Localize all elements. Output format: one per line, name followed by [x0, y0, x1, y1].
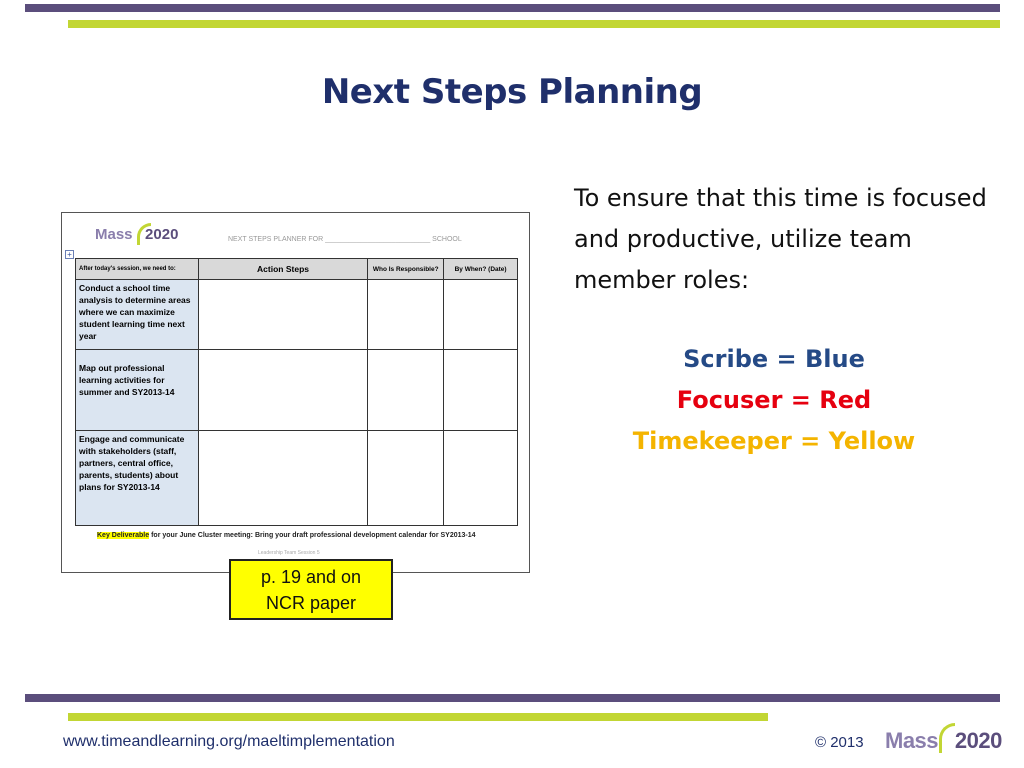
table-row [76, 350, 518, 431]
table-row [76, 280, 518, 350]
row-label: Map out professional learning activities for summer and SY2013-14 [76, 350, 199, 431]
planner-footer: Leadership Team Session 5 [258, 550, 320, 556]
table-cell [444, 350, 518, 431]
page-reference-callout [229, 559, 393, 620]
role-timekeeper: Timekeeper = Yellow [632, 427, 916, 455]
planner-table [75, 258, 518, 526]
planner-logo: Mass 2020 [95, 226, 179, 243]
table-cell [198, 431, 368, 526]
table-move-handle-icon: + [65, 250, 74, 259]
table-cell [198, 280, 368, 350]
row-label: Engage and communicate with stakeholders (staff, partners, central office, parents, students) about plans for SY2013-14 [76, 431, 199, 526]
table-cell [368, 350, 444, 431]
footer-url[interactable]: www.timeandlearning.org/maeltimplementation [63, 733, 395, 750]
table-cell [444, 431, 518, 526]
bottom-green-bar [68, 713, 768, 721]
col-header-need: After today's session, we need to: [76, 259, 199, 280]
table-row [76, 431, 518, 526]
mass2020-logo: Mass 2020 [885, 728, 1002, 753]
table-cell [368, 431, 444, 526]
col-header-responsible: Who Is Responsible? [368, 259, 444, 280]
role-focuser: Focuser = Red [676, 386, 872, 414]
planner-heading: NEXT STEPS PLANNER FOR ___________________________ SCHOOL [228, 236, 462, 243]
table-cell [444, 280, 518, 350]
col-header-action-steps: Action Steps [198, 259, 368, 280]
top-green-bar [68, 20, 1000, 28]
table-cell [198, 350, 368, 431]
role-scribe: Scribe = Blue [683, 345, 865, 373]
slide-title: Next Steps Planning [321, 72, 703, 112]
callout-line-1: p. 19 and on [260, 567, 362, 587]
bottom-purple-bar [25, 694, 1000, 702]
table-cell [368, 280, 444, 350]
planner-thumbnail [61, 212, 530, 573]
instruction-text: To ensure that this time is focused and productive, utilize team member roles: [574, 184, 987, 294]
key-deliverable: Key Deliverable for your June Cluster meeting: Bring your draft professional development calendar for SY2013-14 [97, 532, 476, 539]
row-label: Conduct a school time analysis to determine areas where we can maximize student learning time next year [76, 280, 199, 350]
callout-line-2: NCR paper [265, 593, 357, 613]
col-header-when: By When? (Date) [444, 259, 518, 280]
top-purple-bar [25, 4, 1000, 12]
copyright: © 2013 [815, 734, 864, 751]
